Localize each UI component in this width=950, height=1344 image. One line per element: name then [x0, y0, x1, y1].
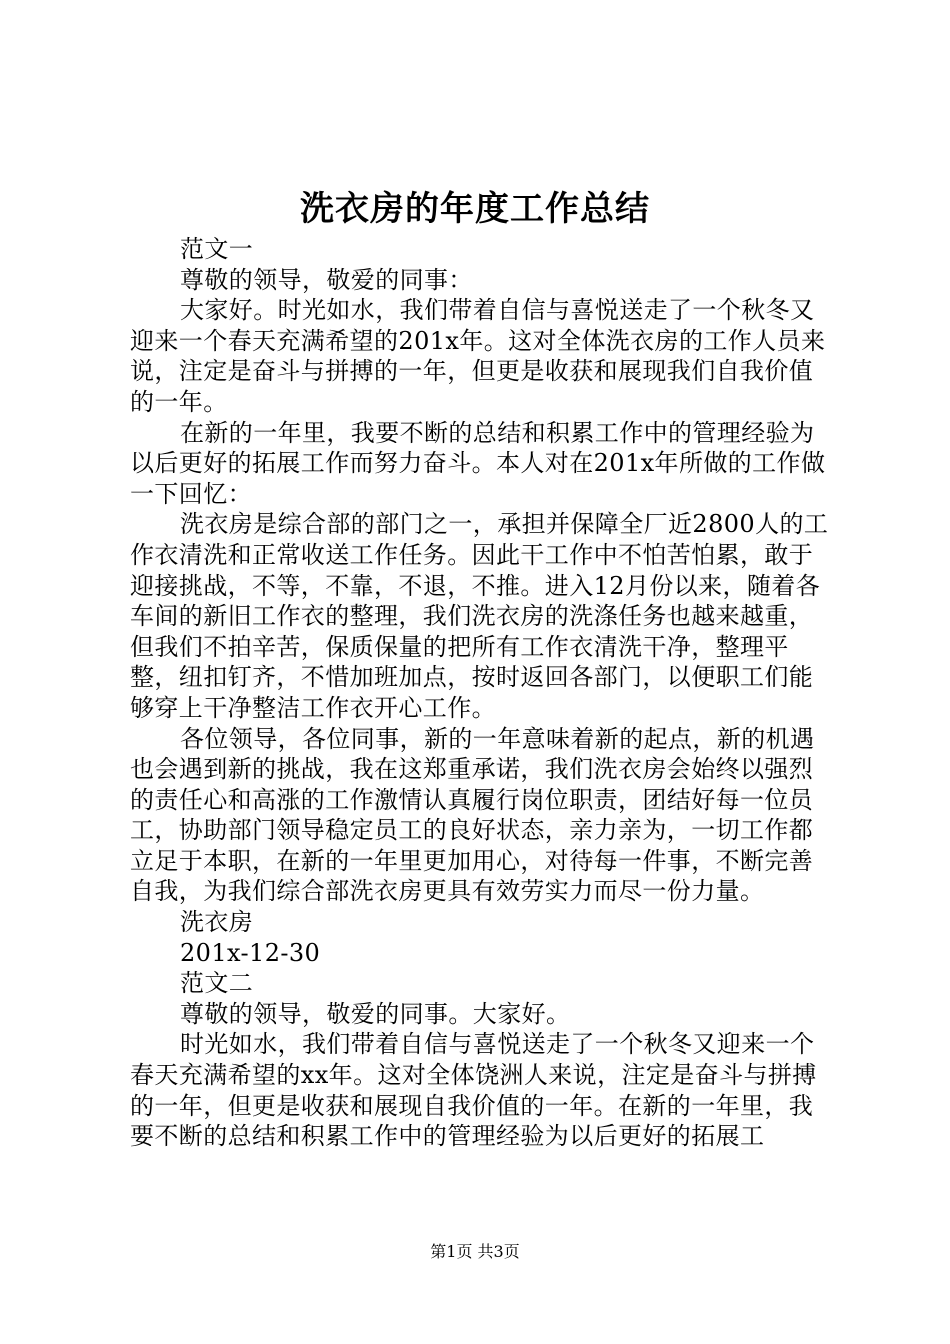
- paragraph-commitment: 各位领导，各位同事，新的一年意味着新的起点，新的机遇也会遇到新的挑战，我在这郑重承诺，我们洗衣房会始终以强烈的责任心和高涨的工作激情认真履行岗位职责，团结好每一位员工，协助部门领导稳定员工的良好状态，亲力亲为，一切工作都立足于本职，在新的一年里更加用心，对待每一件事，不断完善自我，为我们综合部洗衣房更具有效劳实力而尽一份力量。: [130, 724, 815, 906]
- paragraph-salutation-two: 尊敬的领导，敬爱的同事。大家好。: [180, 999, 571, 1028]
- paragraph-new-year: 在新的一年里，我要不断的总结和积累工作中的管理经验为以后更好的拓展工作而努力奋斗。本人对在201x年所做的工作做一下回忆：: [130, 418, 826, 508]
- paragraph-laundry-duties: 洗衣房是综合部的部门之一，承担并保障全厂近2800人的工作衣清洗和正常收送工作任务。因此干工作中不怕苦怕累，敢于迎接挑战，不等，不靠，不退，不推。进入12月份以来，随着各车间的新旧工作衣的整理，我们洗衣房的洗涤任务也越来越重，但我们不拍辛苦，保质保量的把所有工作衣清洗干净，整理平整，纽扣钉齐，不惜加班加点，按时返回各部门，以便职工们能够穿上干净整洁工作衣开心工作。: [130, 510, 829, 722]
- paragraph-signature-department: 洗衣房: [180, 908, 254, 937]
- paragraph-greeting: 大家好。时光如水，我们带着自信与喜悦送走了一个秋冬又迎来一个春天充满希望的201x年。这对全体洗衣房的工作人员来说，注定是奋斗与拼搏的一年，但更是收获和展现我们自我价值的一年。: [130, 296, 826, 416]
- paragraph-salutation: 尊敬的领导，敬爱的同事：: [180, 265, 473, 294]
- page-footer: 第1页 共3页: [430, 1242, 520, 1261]
- paragraph-heading-sample-two: 范文二: [180, 969, 254, 998]
- document-title: 洗衣房的年度工作总结: [300, 189, 650, 229]
- document-body: [130, 234, 830, 1152]
- paragraph-signature-date: 201x-12-30: [180, 938, 321, 967]
- paragraph-heading-sample-one: 范文一: [180, 235, 254, 263]
- paragraph-body-two: 时光如水，我们带着自信与喜悦送走了一个秋冬又迎来一个春天充满希望的xx年。这对全体饶洲人来说，注定是奋斗与拼搏的一年，但更是收获和展现自我价值的一年。在新的一年里，我要不断的总结和积累工作中的管理经验为以后更好的拓展工: [130, 1030, 817, 1151]
